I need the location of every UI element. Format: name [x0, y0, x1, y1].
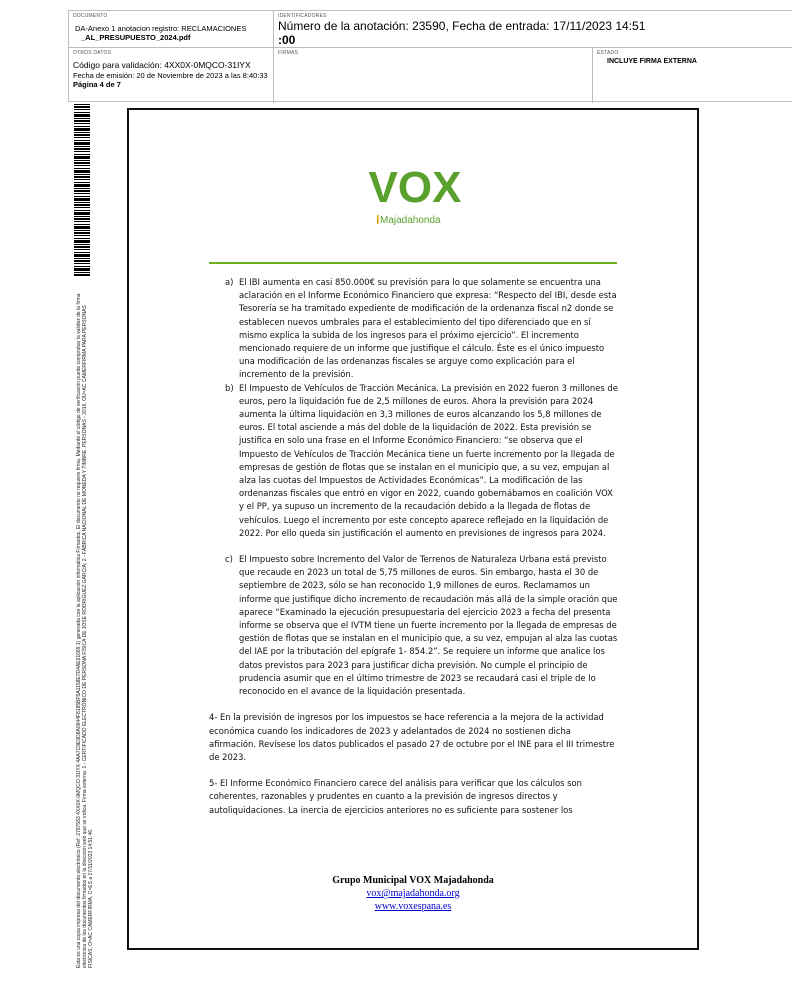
document-page — [127, 108, 699, 950]
page-body — [209, 276, 619, 817]
other-data-label: OTROS DATOS — [73, 50, 112, 56]
vox-logo — [369, 162, 461, 232]
page-footer — [129, 874, 697, 913]
document-label: DOCUMENTO — [73, 13, 108, 19]
emission-date: Fecha de emisión: 20 de Noviembre de 2023 a las 8:40:33 — [73, 71, 268, 80]
status-cell — [593, 48, 792, 103]
logo-wordmark: VOX — [369, 163, 461, 212]
identifiers-cell — [274, 11, 792, 47]
list-item-text: El IBI aumenta en casi 850.000€ su previsión para lo que solamente se encuentra una aclaración en el Informe Económico Financiero que expresa: “Respecto del IBI, desde esta Tesorería se ha tramitado expediente de modificación de la ordenanza fiscal n2 donde se establecen nuevos umbrales para el establecimiento del tipo diferenciado que en sí mismo explica la subida de los ingresos para el próximo ejercicio”. El incremento mencionado requiere de un informe que justifique el cálculo. Éste es el único impuesto una modificación de las ordenanzas fiscales se arguye como explicación para el incremento de la previsión. — [239, 277, 617, 380]
other-data-cell — [69, 48, 273, 103]
list-marker: a) — [225, 277, 234, 287]
footer-web-link[interactable]: www.voxespana.es — [374, 901, 452, 912]
registration-entry: Número de la anotación: 23590, Fecha de entrada: 17/11/2023 14:51 — [278, 19, 646, 33]
status-label: ESTADO — [597, 50, 619, 56]
registration-entry-cont: :00 — [278, 33, 296, 47]
validation-code: Código para validación: 4XX0X-0MQCO-31IYX — [73, 60, 251, 70]
barcode — [74, 104, 90, 276]
document-header — [68, 10, 792, 102]
list-marker: c) — [225, 554, 233, 565]
list-item — [209, 382, 619, 540]
document-line-1: DA-Anexo 1 anotacion registro: RECLAMACIONES — [75, 24, 247, 33]
paragraph: 5- El Informe Económico Financiero carece del análisis para verificar que los cálculos son coherentes, razonables y prudentes en cuanto a la previsión de ingresos directos y autoliquidaciones. La inercia de ejercicios anteriores no es suficiente para sostener los — [209, 778, 582, 815]
green-divider — [209, 262, 617, 264]
status-value: INCLUYE FIRMA EXTERNA — [607, 58, 697, 65]
list-marker: b) — [225, 382, 234, 393]
document-line-2: _AL_PRESUPUESTO_2024.pdf — [81, 33, 191, 42]
signatures-label: FIRMAS — [278, 50, 299, 56]
verification-side-text: Esta es una copia impresa del documento electrónico (Ref: 2797583 4XX0X-0MQCO-31IYX 4AA7C9E9D8A0944F8185BF5A1158E7D4AE61689 1) generada con la aplicación informática Firmadoc. El documento no requiere firma. Mediante el código de verificación puede comprobar la validez de la firma electrónica de los documentos firmados en la dirección web que se indica. Firma externa: 1.- CERTIFICADO ELECTRÓNICO DE PERSONA FÍSICA DE JOSE RODRIGUEZ GARCIA; 2.- FÁBRICA NACIONAL DE MONEDA Y TIMBRE. PERSONAS - 2016, OU=AC CAMERFIRMA PARA PERSONAS FISICAS, O=AC CAMERFIRMA, C=ES a 17/11/2023 14:51:46. — [76, 293, 95, 968]
list-item — [209, 276, 619, 382]
footer-group-name: Grupo Municipal VOX Majadahonda — [332, 875, 494, 886]
list-item-text: El Impuesto de Vehículos de Tracción Mecánica. La previsión en 2022 fueron 3 millones de euros, pero la liquidación fue de 2,5 millones de euros. Ahora la previsión para 2024 aumenta la última liquidación en 3,3 millones de euros alcanzando los 5,8 millones de euros. El total asciende a más del doble de la liquidación de 2022. Esta previsión se justifica en solo una frase en el Informe Económico Financiero: “se observa que el Impuesto de Vehículos de Tracción Mecánica tiene un fuerte incremento por la llegada de empresas de gestión de flotas que se instalan en el municipio que, a su vez, empujan al alza las cuotas del Impuestos de Actividades Económicas”. La modificación de las ordenanzas fiscales que entró en vigor en 2022, cuando gobernábamos en coalición VOX y el PP, ya supuso un incremento de la recaudación debido a la llegada de flotas de vehículos. Luego el incremento por este concepto aparece reflejado en la liquidación de 2022. Por ello queda sin justificación el aumento en previsiones de ingresos para 2024. — [239, 382, 618, 538]
document-cell — [69, 11, 273, 47]
page-number: Página 4 de 7 — [73, 80, 121, 89]
list-item-text: El Impuesto sobre Incremento del Valor de Terrenos de Naturaleza Urbana está previsto que recaude en 2023 un total de 5,75 millones de euros. Sin embargo, hasta el 30 de septiembre de 2023, sólo se han reconocido 1,9 millones de euros. Reclamamos un informe que justifique dicho incremento de recaudación más allá de la simple oración que aparece “Examinado la ejecución presupuestaria del ejercicio 2023 a fecha del presenta informe se observa que el IVTM tiene un fuerte incremento por la llegada de empresas de gestión de flotas que se instalan en el municipio que, a su vez, empujan al alza las cuotas del IAE por la tributación del epígrafe 1- 854.2”. Se requiere un informe que analice los datos previstos para 2023 para justificar dicha previsión. No cumple el principio de prudencia asumir que en el último trimestre de 2023 se recaudará casi el triple de lo reconocido en el avance de la liquidación presentada. — [239, 554, 618, 697]
identifiers-label: IDENTIFICADORES — [278, 13, 327, 19]
signatures-cell — [274, 48, 592, 103]
list-item — [209, 553, 619, 698]
logo-subtitle: Majadahonda — [380, 215, 441, 226]
paragraph: 4- En la previsión de ingresos por los impuestos se hace referencia a la mejora de la actividad económica cuando los indicadores de 2023 y adelantados de 2024 no sostienen dicha afirmación. Revísese los datos publicados el pasado 27 de octubre por el INE para el III trimestre de 2023. — [209, 712, 615, 762]
footer-email-link[interactable]: vox@majadahonda.org — [366, 888, 460, 899]
vox-logo-icon — [369, 162, 461, 232]
